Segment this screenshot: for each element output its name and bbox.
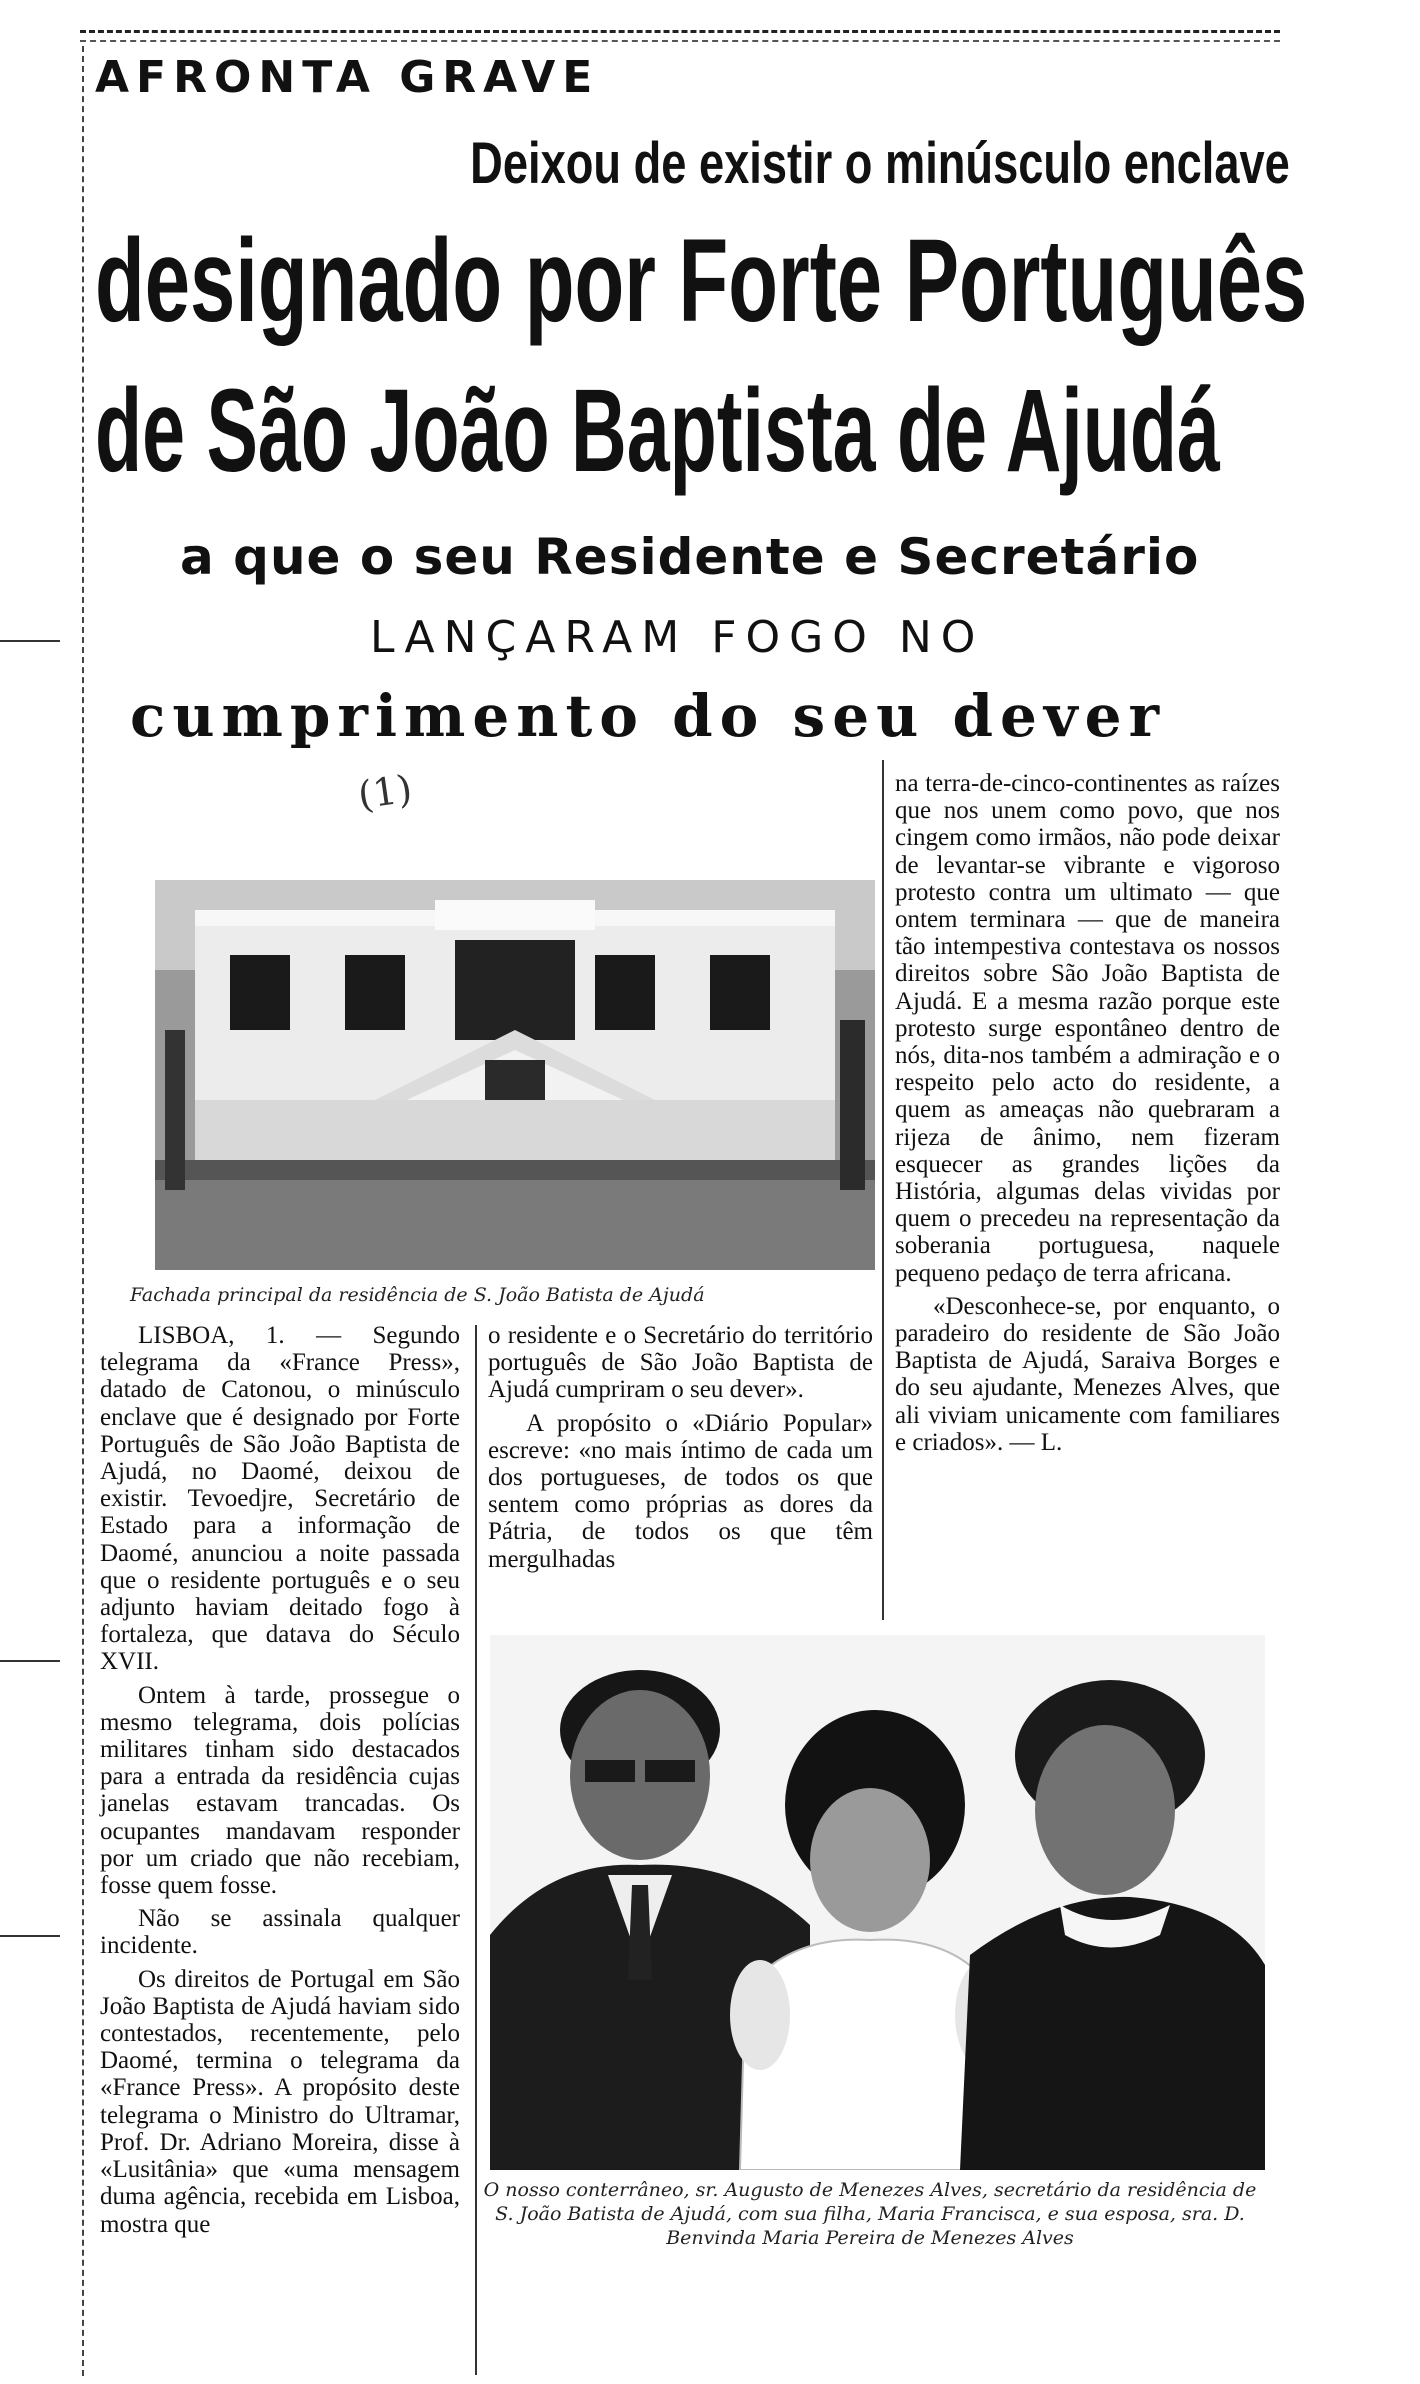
article-column-right: [895, 770, 1280, 1456]
main-headline-line-2: de São João Baptista de Ajudá: [95, 365, 1220, 497]
family-photo: [490, 1635, 1265, 2170]
margin-tick: [0, 640, 60, 642]
article-paragraph: Ontem à tarde, prossegue o mesmo telegrama, dois polícias militares tinham sido destacados para a entrada da residência cujas janelas estavam trancadas. Os ocupantes mandavam responder por um criado que não recebiam, fosse quem fosse.: [100, 1681, 460, 1900]
building-illustration: [155, 880, 875, 1270]
subheadline-1: a que o seu Residente e Secretário: [180, 528, 1200, 586]
deck-headline: Deixou de existir o minúsculo enclave: [470, 131, 1290, 196]
article-column-left: [100, 1322, 460, 2238]
top-dashed-rule: [80, 30, 1280, 33]
article-paragraph: «Desconhece-se, por enquanto, o paradeiro do residente de São João Baptista de Ajudá, Saraiva Borges e do seu ajudante, Menezes Alves, que ali viviam unicamente com familiares e criados». — L.: [895, 1292, 1280, 1456]
margin-tick: [0, 1660, 60, 1662]
family-illustration: [490, 1635, 1265, 2170]
kicker: AFRONTA GRAVE: [95, 52, 600, 103]
article-paragraph: na terra-de-cinco-continentes as raízes que nos unem como povo, que nos cingem como irmãos, não pode deixar de levantar-se vibrante e vigoroso protesto contra um ultimato — que ontem terminara — que de maneira tão intempestiva contestava os nossos direitos sobre São João Baptista de Ajudá. E a mesma razão porque este protesto surge espontâneo dentro de nós, dita-nos também a admiração e o respeito pelo acto do residente, a quem as ameaças não quebraram a rijeza de ânimo, nem fizeram esquecer as grandes lições da História, algumas delas vividas por quem o precedeu na representação da soberania portuguesa, naquele pequeno pedaço de terra africana.: [895, 770, 1280, 1287]
top-dashed-rule-2: [80, 40, 1280, 42]
article-paragraph: A propósito o «Diário Popular» escreve: «no mais íntimo de cada um dos portugueses, de todos os que sentem como próprias as dores da Pátria, de todos os que têm mergulhadas: [488, 1409, 873, 1573]
article-paragraph: LISBOA, 1. — Segundo telegrama da «France Press», datado de Catonou, o minúsculo enclave que é designado por Forte Português de São João Baptista de Ajudá, no Daomé, deixou de existir. Tevoedjre, Secretário de Estado para a informação de Daomé, anunciou a noite passada que o residente português e o seu adjunto haviam deitado fogo à fortaleza, que datava do Século XVII.: [100, 1322, 460, 1676]
article-column-middle: [488, 1322, 873, 1573]
subheadline-3: cumprimento do seu dever: [130, 682, 1167, 750]
family-photo-caption: O nosso conterrâneo, sr. Augusto de Menezes Alves, secretário da residência de S. João Batista de Ajudá, com sua filha, Maria Francisca, e sua esposa, sra. D. Benvinda Maria Pereira de Menezes Alves: [483, 2179, 1257, 2249]
main-headline-line-1: designado por Forte Português: [95, 215, 1308, 347]
handwritten-mark: (1): [355, 766, 415, 818]
building-photo: [155, 880, 875, 1270]
subheadline-2: LANÇARAM FOGO NO: [370, 612, 985, 663]
article-paragraph: o residente e o Secretário do território português de São João Baptista de Ajudá cumpriram o seu dever».: [488, 1322, 873, 1404]
article-paragraph: Não se assinala qualquer incidente.: [100, 1905, 460, 1960]
left-margin-rule: [82, 46, 84, 2376]
article-paragraph: Os direitos de Portugal em São João Baptista de Ajudá haviam sido contestados, recentemente, pelo Daomé, termina o telegrama da «France Press». A propósito deste telegrama o Ministro do Ultramar, Prof. Dr. Adriano Moreira, disse à «Lusitânia» que «uma mensagem duma agência, recebida em Lisboa, mostra que: [100, 1965, 460, 2238]
building-photo-caption: Fachada principal da residência de S. João Batista de Ajudá: [130, 1284, 705, 1306]
margin-tick: [0, 1935, 60, 1937]
column-separator: [882, 760, 884, 1620]
